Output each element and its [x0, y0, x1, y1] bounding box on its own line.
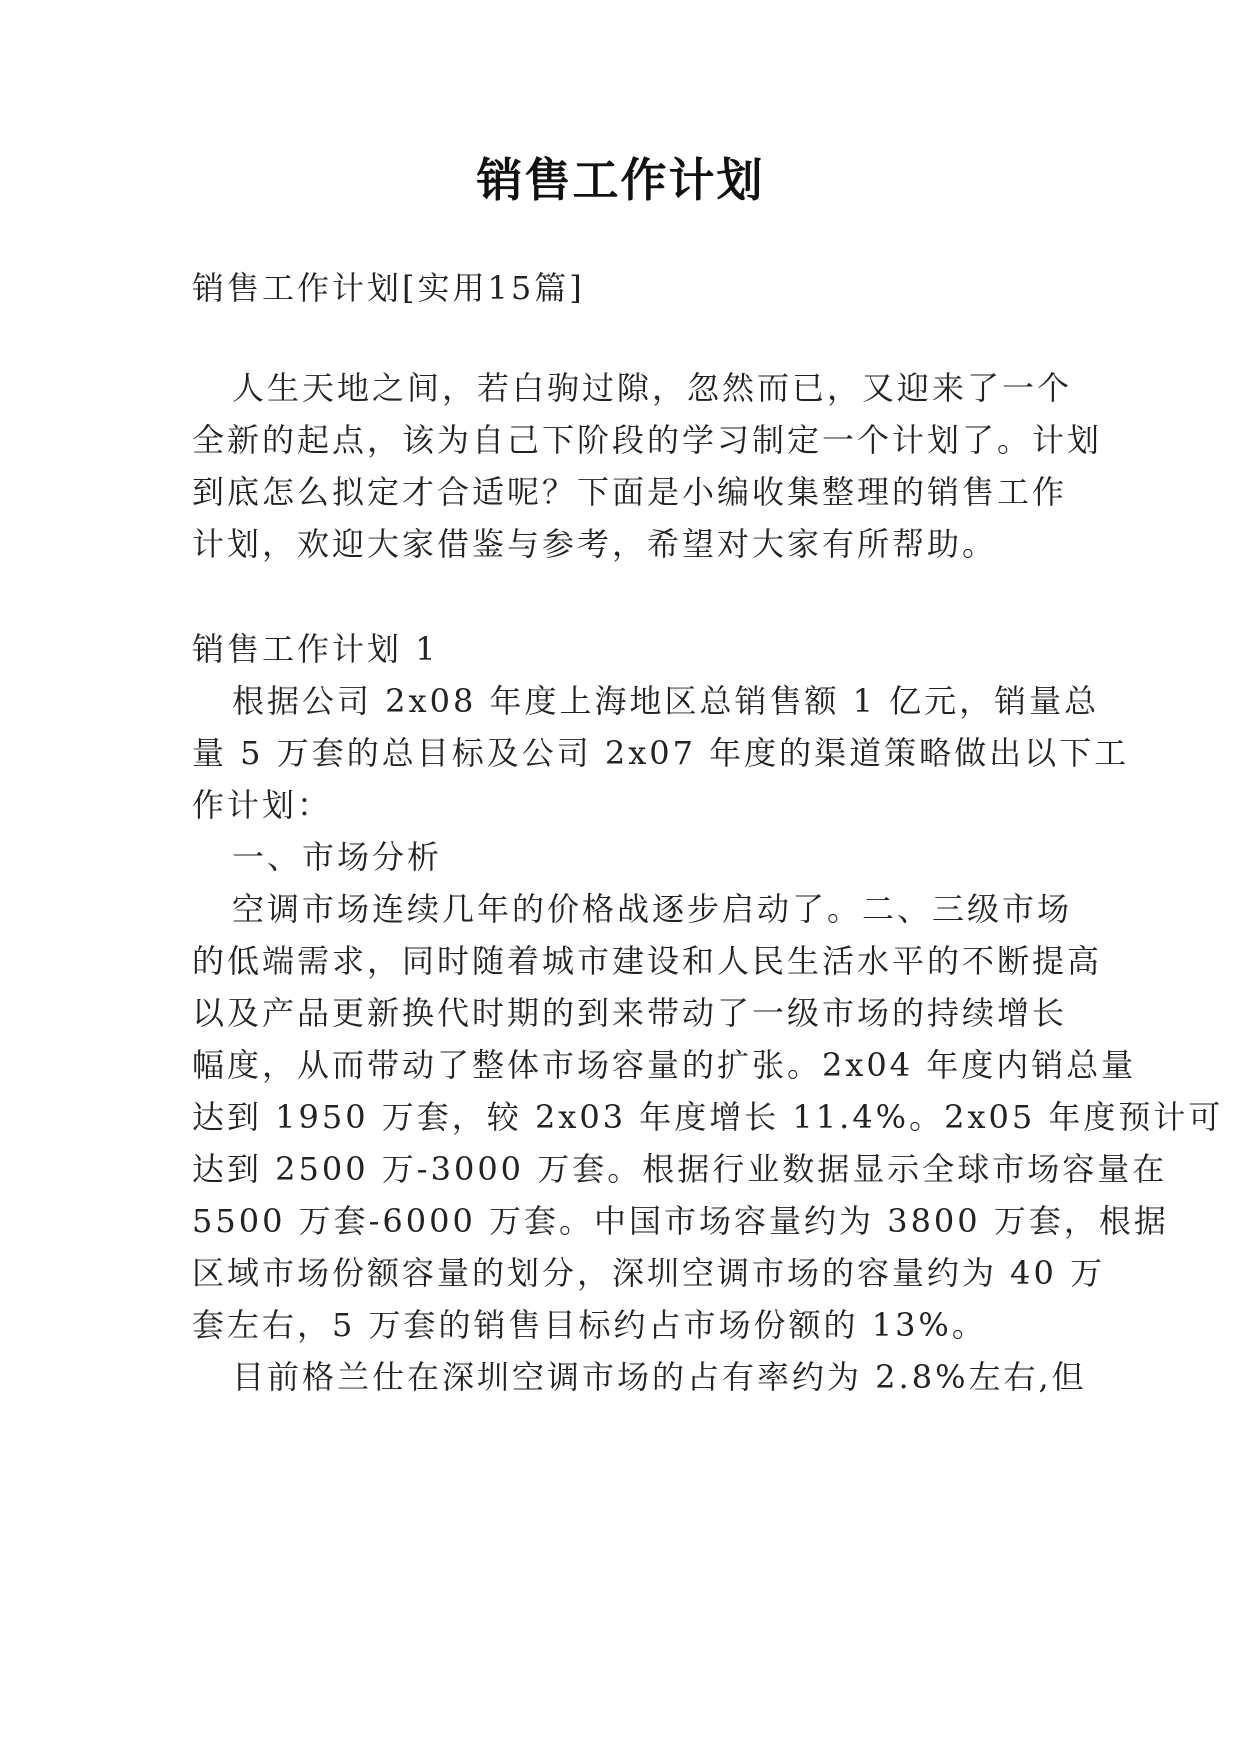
- document-subtitle: 销售工作计划[实用15篇]: [192, 269, 585, 307]
- market-line-1: 空调市场连续几年的价格战逐步启动了。二、三级市场: [232, 890, 1073, 928]
- market-line-9: 套左右，5 万套的销售目标约占市场份额的 13%。: [192, 1306, 987, 1344]
- section1-line-3: 作计划：: [192, 786, 333, 824]
- market-line-5: 达到 1950 万套，较 2x03 年度增长 11.4%。2x05 年度预计可: [192, 1098, 1224, 1136]
- section1-heading: 销售工作计划 1: [192, 630, 439, 668]
- intro-line-1: 人生天地之间，若白驹过隙，忽然而已，又迎来了一个: [232, 369, 1073, 407]
- market-heading: 一、市场分析: [232, 838, 443, 876]
- intro-line-2: 全新的起点，该为自己下阶段的学习制定一个计划了。计划: [192, 421, 1103, 459]
- market-line-4: 幅度，从而带动了整体市场容量的扩张。2x04 年度内销总量: [192, 1046, 1137, 1084]
- document-title: 销售工作计划: [476, 153, 765, 207]
- market-line-8: 区域市场份额容量的划分，深圳空调市场的容量约为 40 万: [192, 1254, 1106, 1292]
- section1-line-1: 根据公司 2x08 年度上海地区总销售额 1 亿元，销量总: [232, 682, 1100, 720]
- intro-line-4: 计划，欢迎大家借鉴与参考，希望对大家有所帮助。: [192, 525, 998, 563]
- market-line-3: 以及产品更新换代时期的到来带动了一级市场的持续增长: [192, 994, 1068, 1032]
- intro-line-3: 到底怎么拟定才合适呢？下面是小编收集整理的销售工作: [192, 473, 1068, 511]
- market-line-2: 的低端需求，同时随着城市建设和人民生活水平的不断提高: [192, 942, 1103, 980]
- market-line-7: 5500 万套-6000 万套。中国市场容量约为 3800 万套，根据: [192, 1202, 1169, 1240]
- market-line-6: 达到 2500 万-3000 万套。根据行业数据显示全球市场容量在: [192, 1150, 1168, 1188]
- section1-line-2: 量 5 万套的总目标及公司 2x07 年度的渠道策略做出以下工: [192, 734, 1130, 772]
- last-paragraph-line-1: 目前格兰仕在深圳空调市场的占有率约为 2.8%左右,但: [232, 1358, 1087, 1396]
